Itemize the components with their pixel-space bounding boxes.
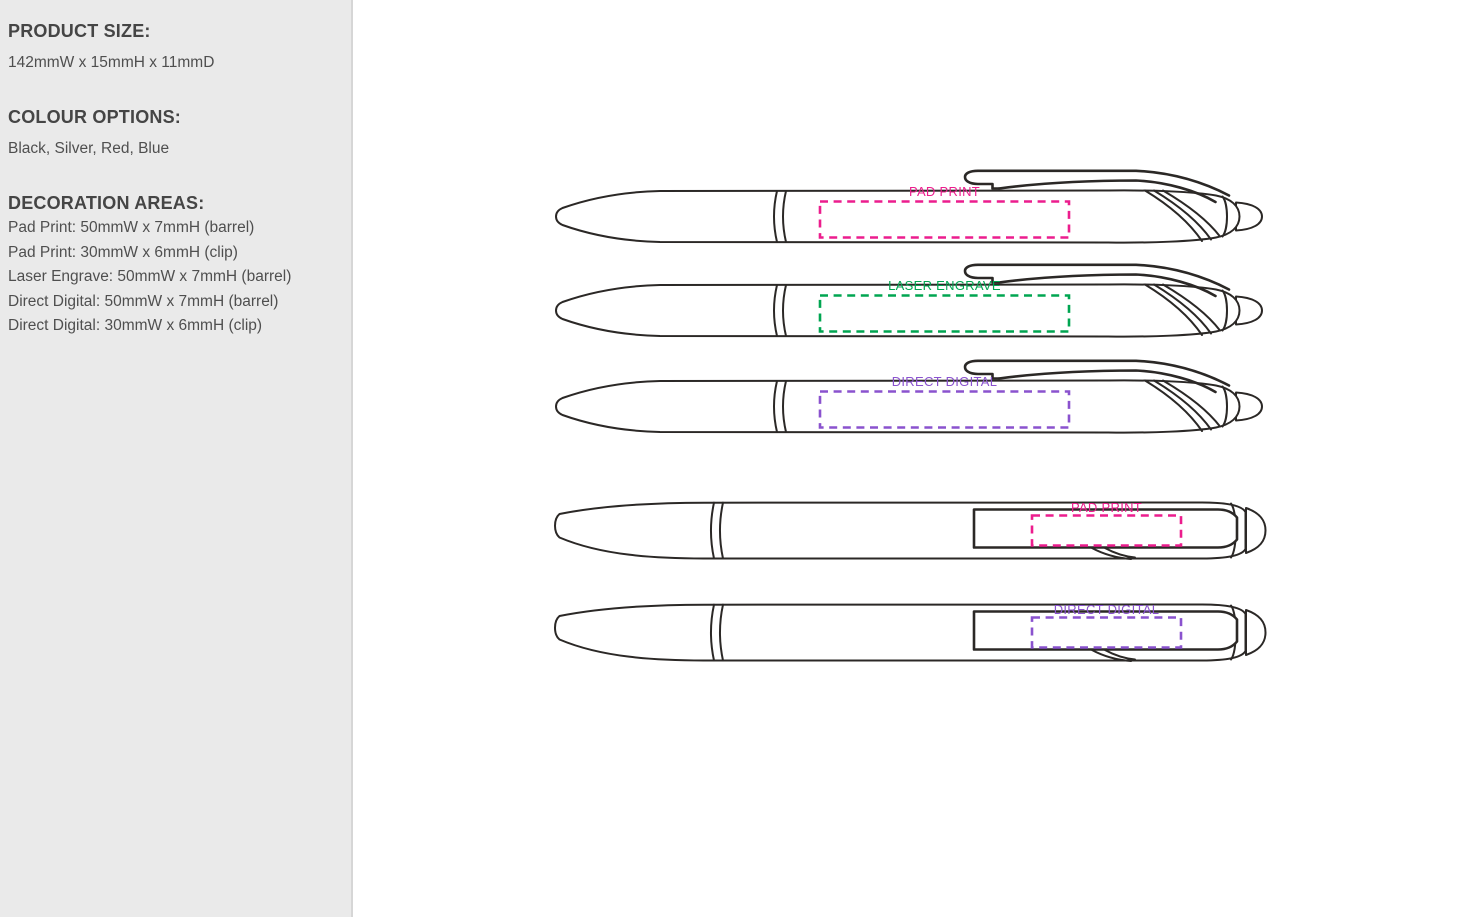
decoration-area-item: Direct Digital: 50mmW x 7mmH (barrel) xyxy=(8,292,279,310)
pen-illustration-side-laser-engrave xyxy=(552,258,1268,342)
pen-outline-svg xyxy=(552,258,1268,342)
decoration-area-item: Pad Print: 30mmW x 6mmH (clip) xyxy=(8,243,238,261)
colour-options-value: Black, Silver, Red, Blue xyxy=(8,140,170,157)
product-size-value: 142mmW x 15mmH x 11mmD xyxy=(8,54,215,71)
product-size-heading: PRODUCT SIZE: xyxy=(8,21,151,41)
pen-outline-svg xyxy=(552,164,1268,248)
decoration-zone-label: PAD PRINT xyxy=(1070,500,1143,515)
pen-outline-svg xyxy=(552,354,1268,438)
decoration-areas-heading: DECORATION AREAS: xyxy=(8,193,205,213)
pen-illustration-top-direct-digital xyxy=(552,594,1268,678)
decoration-zone-label: DIRECT DIGITAL xyxy=(891,374,998,389)
decoration-zone-label: LASER ENGRAVE xyxy=(888,278,1001,293)
pen-illustration-top-pad-print xyxy=(552,492,1268,576)
pen-illustration-side-direct-digital xyxy=(552,354,1268,438)
decoration-zone-label: DIRECT DIGITAL xyxy=(1053,602,1160,617)
decoration-area-item: Laser Engrave: 50mmW x 7mmH (barrel) xyxy=(8,268,292,285)
decoration-zone-label: PAD PRINT xyxy=(908,184,981,199)
decoration-area-item: Direct Digital: 30mmW x 6mmH (clip) xyxy=(8,317,263,334)
pen-illustration-side-pad-print xyxy=(552,164,1268,248)
decoration-area-item: Pad Print: 50mmW x 7mmH (barrel) xyxy=(8,219,255,236)
colour-options-heading: COLOUR OPTIONS: xyxy=(8,107,181,127)
